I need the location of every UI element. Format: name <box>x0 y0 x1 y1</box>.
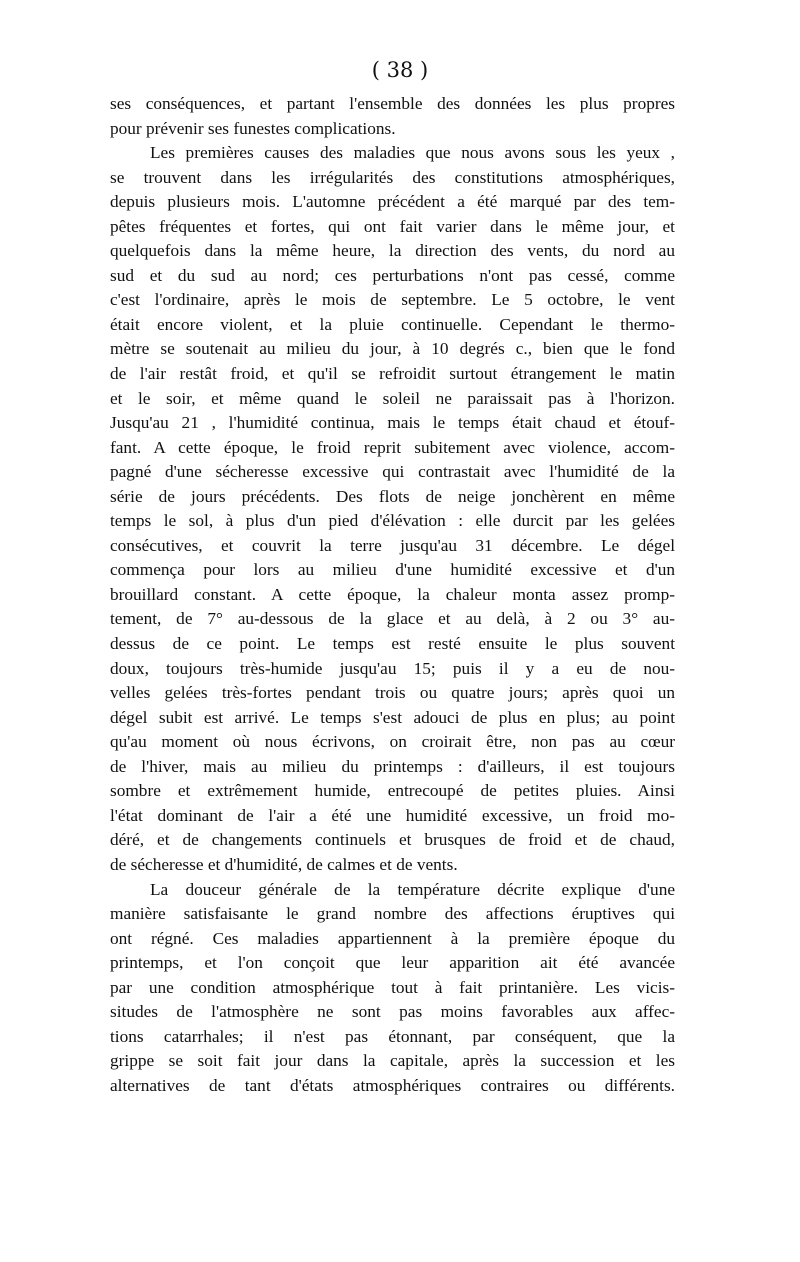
text-line: par une condition atmosphérique tout à fait printanière. Les vicis- <box>110 977 675 997</box>
page-number: ( 38 ) <box>371 58 429 82</box>
text-line: La douceur générale de la température décrite explique d'une <box>150 879 675 899</box>
text-line: qu'au moment où nous écrivons, on croirait être, non pas au cœur <box>110 732 675 752</box>
text-line: ont régné. Ces maladies appartiennent à la première époque du <box>110 928 675 948</box>
text-line: quelquefois dans la même heure, la direction des vents, du nord au <box>110 241 675 261</box>
text-line: pêtes fréquentes et fortes, qui ont fait varier dans le même jour, et <box>110 216 675 236</box>
text-line: brouillard constant. A cette époque, la chaleur monta assez promp- <box>110 584 675 604</box>
text-line: depuis plusieurs mois. L'automne précédent a été marqué par des tem- <box>110 192 675 212</box>
text-line: temps le sol, à plus d'un pied d'élévation : elle durcit par les gelées <box>110 511 675 531</box>
text-line: tions catarrhales; il n'est pas étonnant, par conséquent, que la <box>110 1026 675 1046</box>
text-line: tement, de 7° au-dessous de la glace et au delà, à 2 ou 3° au- <box>110 609 675 629</box>
text-line: dégel subit est arrivé. Le temps s'est adouci de plus en plus; au point <box>110 707 675 727</box>
text-line: pagné d'une sécheresse excessive qui contrastait avec l'humidité de la <box>110 462 675 482</box>
text-line: de sécheresse et d'humidité, de calmes et de vents. <box>110 854 458 874</box>
text-line: commença pour lors au milieu d'une humidité excessive et d'un <box>110 560 675 580</box>
text-line: velles gelées très-fortes pendant trois ou quatre jours; après quoi un <box>110 683 675 703</box>
text-line: série de jours précédents. Des flots de neige jonchèrent en même <box>110 486 675 506</box>
text-line: sombre et extrêmement humide, entrecoupé de petites pluies. Ainsi <box>110 781 675 801</box>
text-line: déré, et de changements continuels et brusques de froid et de chaud, <box>110 830 675 850</box>
text-line: mètre se soutenait au milieu du jour, à 10 degrés c., bien que le fond <box>110 339 675 359</box>
text-line: de l'hiver, mais au milieu du printemps : d'ailleurs, il est toujours <box>110 756 675 776</box>
text-line: était encore violent, et la pluie continuelle. Cependant le thermo- <box>110 314 675 334</box>
text-line: se trouvent dans les irrégularités des constitutions atmosphériques, <box>110 167 675 187</box>
text-line: l'état dominant de l'air a été une humidité excessive, un froid mo- <box>110 805 675 825</box>
text-line: Les premières causes des maladies que nous avons sous les yeux , <box>150 143 675 163</box>
text-line: alternatives de tant d'états atmosphériques contraires ou différents. <box>110 1075 675 1095</box>
text-line: ses conséquences, et partant l'ensemble des données les plus propres <box>110 94 675 113</box>
text-line: c'est l'ordinaire, après le mois de septembre. Le 5 octobre, le vent <box>110 290 675 310</box>
text-line: grippe se soit fait jour dans la capitale, après la succession et les <box>110 1051 675 1071</box>
text-line: de l'air restât froid, et qu'il se refroidit surtout étrangement le matin <box>110 364 675 384</box>
text-line: consécutives, et couvrit la terre jusqu'au 31 décembre. Le dégel <box>110 535 675 555</box>
text-line: printemps, et l'on conçoit que leur apparition ait été avancée <box>110 953 675 973</box>
body-text <box>110 92 675 1098</box>
text-line: fant. A cette époque, le froid reprit subitement avec violence, accom- <box>110 437 675 457</box>
text-line: Jusqu'au 21 , l'humidité continua, mais le temps était chaud et étouf- <box>110 413 675 433</box>
text-line: et le soir, et même quand le soleil ne paraissait pas à l'horizon. <box>110 388 675 408</box>
text-line: dessus de ce point. Le temps est resté ensuite le plus souvent <box>110 634 675 654</box>
text-line: sud et du sud au nord; ces perturbations n'ont pas cessé, comme <box>110 265 675 285</box>
text-line: situdes de l'atmosphère ne sont pas moins favorables aux affec- <box>110 1002 675 1022</box>
text-line: pour prévenir ses funestes complications. <box>110 118 396 138</box>
text-line: doux, toujours très-humide jusqu'au 15; puis il y a eu de nou- <box>110 658 675 678</box>
text-line: manière satisfaisante le grand nombre des affections éruptives qui <box>110 904 675 924</box>
